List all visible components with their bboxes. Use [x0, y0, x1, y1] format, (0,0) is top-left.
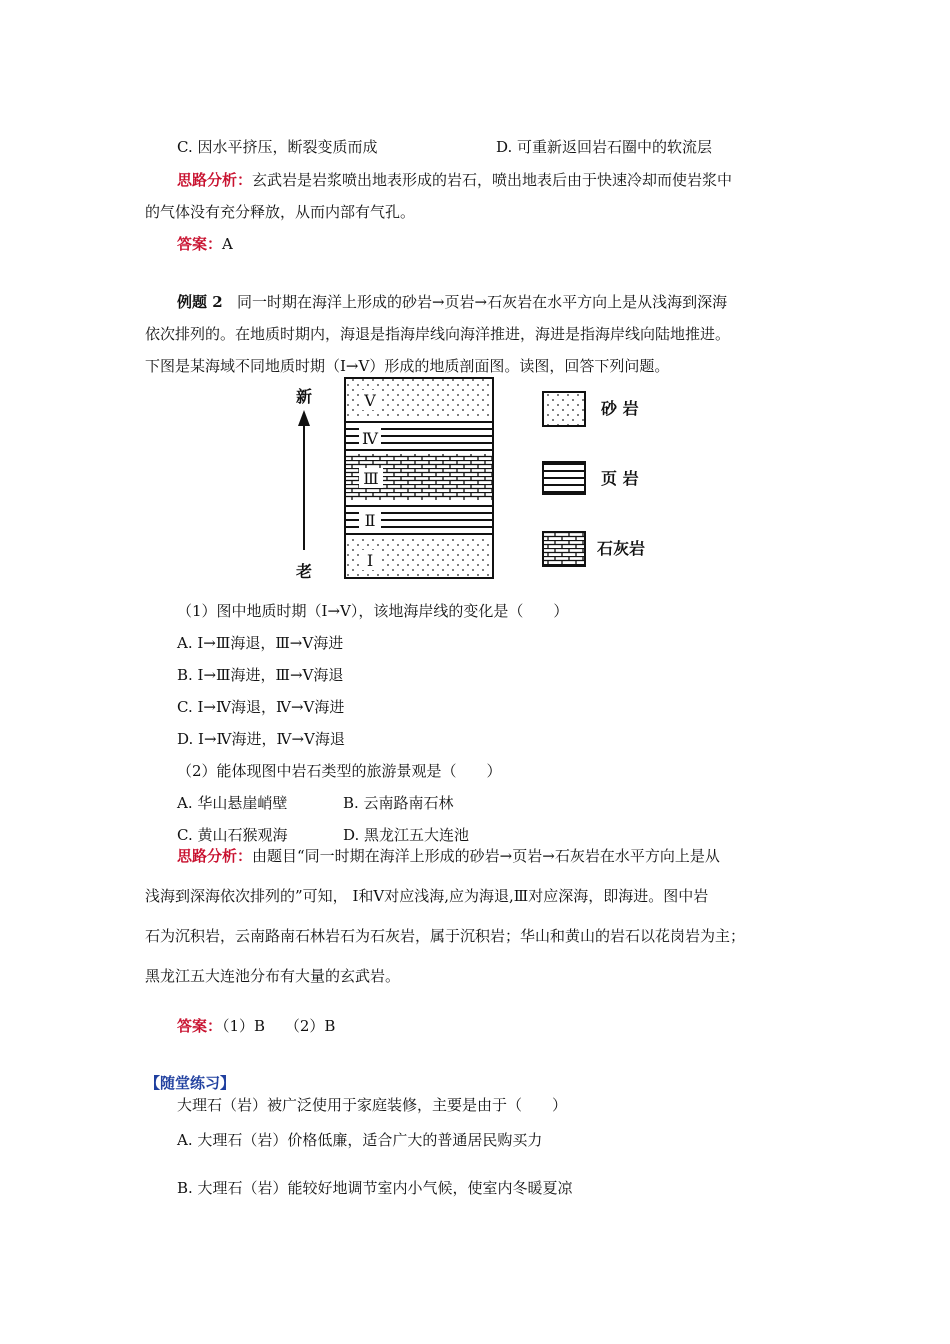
layer-label-iii: Ⅲ [363, 469, 379, 488]
answer-2-label: 答案： [177, 1017, 223, 1035]
layer-label-iv: Ⅳ [362, 429, 378, 448]
option-c: C. 因水平挤压，断裂变质而成 [177, 138, 378, 156]
legend-label-shale: 页 岩 [601, 469, 639, 488]
practice-option-b: B. 大理石（岩）能较好地调节室内小气候，使室内冬暖夏凉 [177, 1179, 573, 1197]
answer-2 [177, 1016, 335, 1036]
layer-label-i: Ⅰ [366, 551, 374, 570]
q1-option-c: C. Ⅰ→Ⅳ海退，Ⅳ→Ⅴ海进 [177, 698, 345, 716]
legend-label-sandstone: 砂 岩 [601, 399, 639, 418]
answer-2-value: （1）B （2）B [222, 1017, 336, 1035]
answer-value: A [222, 235, 233, 253]
example-label: 例题 2 [177, 293, 223, 311]
example-2-line3: 下图是某海域不同地质时期（Ⅰ→Ⅴ）形成的地质剖面图。读图，回答下列问题。 [145, 357, 670, 375]
analysis-2-line4: 黑龙江五大连池分布有大量的玄武岩。 [145, 967, 401, 985]
analysis-text: 玄武岩是岩浆喷出地表形成的岩石，喷出地表后由于快速冷却而使岩浆中 [252, 171, 733, 189]
q2-option-c: C. 黄山石猴观海 [177, 826, 288, 844]
layer-label-v: Ⅴ [364, 391, 376, 410]
practice-title: 【随堂练习】 [145, 1074, 236, 1092]
q2-stem: （2）能体现图中岩石类型的旅游景观是（ ） [177, 762, 502, 780]
q1-stem: （1）图中地质时期（Ⅰ→Ⅴ），该地海岸线的变化是（ ） [177, 602, 569, 620]
analysis-2-label: 思路分析： [177, 847, 253, 865]
legend-swatch-shale [543, 462, 585, 494]
legend-swatch-sandstone [543, 392, 585, 426]
answer-label: 答案： [177, 235, 223, 253]
axis-label-new: 新 [295, 387, 313, 406]
legend-label-limestone: 石灰岩 [597, 539, 646, 558]
axis-label-old: 老 [295, 562, 313, 581]
example-text: 同一时期在海洋上形成的砂岩→页岩→石灰岩在水平方向上是从浅海到深海 [236, 293, 728, 311]
q1-option-d: D. Ⅰ→Ⅳ海进，Ⅳ→Ⅴ海退 [177, 730, 345, 748]
time-axis-arrowhead [298, 410, 310, 426]
example-2-line1 [177, 292, 727, 312]
legend-swatch-limestone [543, 532, 585, 566]
analysis-1-line1 [177, 170, 732, 190]
q1-option-a: A. Ⅰ→Ⅲ海退，Ⅲ→Ⅴ海进 [177, 634, 344, 652]
q2-option-a: A. 华山悬崖峭壁 [177, 794, 288, 812]
analysis-label: 思路分析： [177, 171, 253, 189]
layer-label-ii: Ⅱ [364, 511, 376, 530]
analysis-2-text: 由题目“同一时期在海洋上形成的砂岩→页岩→石灰岩在水平方向上是从 [252, 847, 720, 865]
geologic-section-figure [285, 372, 685, 587]
analysis-2-line2: 浅海到深海依次排列的”可知， Ⅰ和Ⅴ对应浅海,应为海退,Ⅲ对应深海，即海进。图中岩 [145, 887, 709, 905]
practice-option-a: A. 大理石（岩）价格低廉，适合广大的普通居民购买力 [177, 1131, 543, 1149]
q2-option-d: D. 黑龙江五大连池 [343, 826, 470, 844]
analysis-2-line1 [177, 846, 720, 866]
example-2-line2: 依次排列的。在地质时期内，海退是指海岸线向海洋推进，海进是指海岸线向陆地推进。 [145, 325, 731, 343]
q1-option-b: B. Ⅰ→Ⅲ海进，Ⅲ→Ⅴ海退 [177, 666, 344, 684]
analysis-2-line3: 石为沉积岩，云南路南石林岩石为石灰岩，属于沉积岩；华山和黄山的岩石以花岗岩为主； [145, 927, 746, 945]
practice-stem: 大理石（岩）被广泛使用于家庭装修，主要是由于（ ） [177, 1096, 568, 1114]
analysis-1-line2: 的气体没有充分释放，从而内部有气孔。 [145, 203, 416, 221]
q2-option-b: B. 云南路南石林 [343, 794, 454, 812]
answer-1 [177, 234, 233, 254]
option-d: D. 可重新返回岩石圈中的软流层 [496, 138, 713, 156]
